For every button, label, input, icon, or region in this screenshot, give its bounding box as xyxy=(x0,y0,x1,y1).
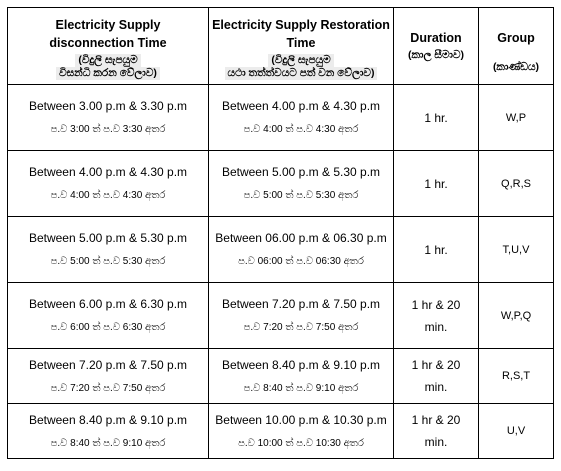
header-row xyxy=(8,8,554,85)
restoration-time-en: Between 06.00 p.m & 06.30 p.m xyxy=(215,231,387,245)
power-cut-schedule-table xyxy=(7,7,554,459)
duration-line2: min. xyxy=(424,319,448,334)
group-cell xyxy=(479,217,554,283)
duration-line1: 1 hr. xyxy=(424,176,448,191)
restoration-time-cell xyxy=(209,349,394,404)
duration-line2: min. xyxy=(424,380,448,394)
disconnection-time-cell xyxy=(8,349,209,404)
duration-line1: 1 hr & 20 xyxy=(411,297,461,312)
disconnection-time-en: Between 7.20 p.m & 7.50 p.m xyxy=(28,357,188,372)
group-cell xyxy=(479,283,554,349)
header-restoration-si-line1: (විදුලි සැපයුම xyxy=(268,54,333,67)
header-disconnection-si-line2: විසන්ධි කරන වේලාව) xyxy=(56,67,160,80)
header-restoration-si-line2: යථා තත්ත්වයට පත් වන වේලාව) xyxy=(225,67,378,80)
schedule-body xyxy=(8,85,554,459)
group-value: R,S,T xyxy=(501,370,531,382)
duration-cell xyxy=(394,217,479,283)
restoration-time-si: ප.ව 5:00 ත් ප.ව 5:30 අතර xyxy=(243,190,359,201)
group-value: U,V xyxy=(506,425,526,437)
duration-line1: 1 hr. xyxy=(424,242,448,257)
restoration-time-si: ප.ව 06:00 ත් ප.ව 06:30 අතර xyxy=(238,256,364,267)
group-value: W,P xyxy=(505,111,527,124)
header-duration xyxy=(394,8,479,85)
header-group-en: Group xyxy=(497,30,535,45)
restoration-time-cell xyxy=(209,283,394,349)
restoration-time-en: Between 5.00 p.m & 5.30 p.m xyxy=(221,165,381,179)
header-restoration-en-line1: Electricity Supply Restoration xyxy=(212,18,390,32)
disconnection-time-en: Between 6.00 p.m & 6.30 p.m xyxy=(28,297,188,311)
duration-line1: 1 hr & 20 xyxy=(411,358,461,372)
disconnection-time-cell xyxy=(8,217,209,283)
header-restoration-en-line2: Time xyxy=(286,36,316,50)
schedule-row xyxy=(8,151,554,217)
group-cell xyxy=(479,151,554,217)
disconnection-time-en: Between 3.00 p.m & 3.30 p.m xyxy=(28,99,188,113)
header-group-si: (කාණ්ඩය) xyxy=(492,60,540,73)
restoration-time-en: Between 4.00 p.m & 4.30 p.m xyxy=(221,99,381,113)
disconnection-time-si: ප.ව 7:20 ත් ප.ව 7:50 අතර xyxy=(50,382,166,394)
schedule-row xyxy=(8,283,554,349)
duration-line1: 1 hr. xyxy=(424,110,448,125)
schedule-row xyxy=(8,404,554,459)
disconnection-time-cell xyxy=(8,85,209,151)
header-duration-si: (කාල සීමාව) xyxy=(407,48,464,61)
header-disconnection-en-line2: disconnection Time xyxy=(49,36,167,50)
header-group xyxy=(479,8,554,85)
group-cell xyxy=(479,85,554,151)
header-restoration-time xyxy=(209,8,394,85)
group-value: W,P,Q xyxy=(500,309,532,322)
disconnection-time-cell xyxy=(8,283,209,349)
restoration-time-si: ප.ව 10:00 ත් ප.ව 10:30 අතර xyxy=(238,437,364,449)
duration-line2: min. xyxy=(424,435,448,449)
schedule-row xyxy=(8,349,554,404)
group-value: Q,R,S xyxy=(501,177,531,190)
duration-cell xyxy=(394,283,479,349)
schedule-row xyxy=(8,85,554,151)
duration-line1: 1 hr & 20 xyxy=(411,413,461,427)
schedule-row xyxy=(8,217,554,283)
header-disconnection-en-line1: Electricity Supply xyxy=(55,18,161,32)
restoration-time-cell xyxy=(209,217,394,283)
duration-cell xyxy=(394,349,479,404)
disconnection-time-cell xyxy=(8,404,209,459)
restoration-time-cell xyxy=(209,404,394,459)
restoration-time-en: Between 10.00 p.m & 10.30 p.m xyxy=(215,412,387,427)
disconnection-time-si: ප.ව 8:40 ත් ප.ව 9:10 අතර xyxy=(50,437,166,449)
disconnection-time-si: ප.ව 4:00 ත් ප.ව 4:30 අතර xyxy=(50,190,166,201)
restoration-time-cell xyxy=(209,85,394,151)
group-cell xyxy=(479,404,554,459)
restoration-time-en: Between 8.40 p.m & 9.10 p.m xyxy=(221,357,381,372)
disconnection-time-cell xyxy=(8,151,209,217)
restoration-time-cell xyxy=(209,151,394,217)
header-disconnection-si-line1: (විදුලි සැපයුම xyxy=(75,54,140,67)
disconnection-time-si: ප.ව 5:00 ත් ප.ව 5:30 අතර xyxy=(50,256,166,267)
restoration-time-si: ප.ව 8:40 ත් ප.ව 9:10 අතර xyxy=(243,382,359,394)
duration-cell xyxy=(394,85,479,151)
duration-cell xyxy=(394,404,479,459)
group-value: T,U,V xyxy=(502,243,530,256)
disconnection-time-en: Between 8.40 p.m & 9.10 p.m xyxy=(28,412,188,427)
group-cell xyxy=(479,349,554,404)
header-duration-en: Duration xyxy=(410,30,462,45)
disconnection-time-en: Between 4.00 p.m & 4.30 p.m xyxy=(28,165,188,179)
disconnection-time-en: Between 5.00 p.m & 5.30 p.m xyxy=(28,231,188,245)
disconnection-time-si: ප.ව 6:00 ත් ප.ව 6:30 අතර xyxy=(50,322,166,333)
restoration-time-si: ප.ව 7:20 ත් ප.ව 7:50 අතර xyxy=(243,322,359,333)
duration-cell xyxy=(394,151,479,217)
restoration-time-si: ප.ව 4:00 ත් ප.ව 4:30 අතර xyxy=(243,124,359,135)
header-disconnection-time xyxy=(8,8,209,85)
disconnection-time-si: ප.ව 3:00 ත් ප.ව 3:30 අතර xyxy=(50,124,166,135)
restoration-time-en: Between 7.20 p.m & 7.50 p.m xyxy=(221,297,381,311)
